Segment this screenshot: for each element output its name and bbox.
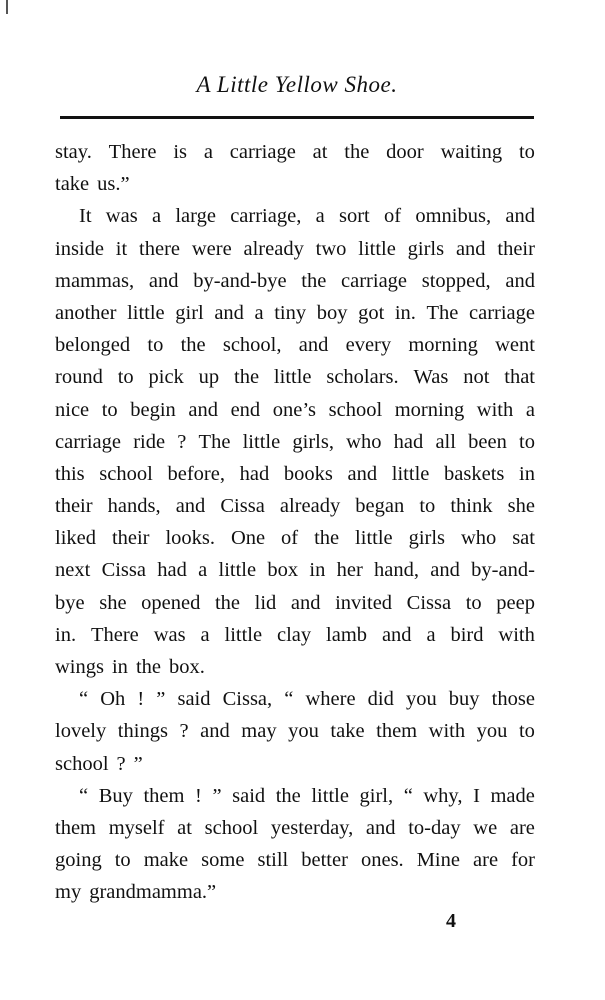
- text-line: lovely things ? and may you take them with you to: [55, 720, 535, 743]
- text-line: bye she opened the lid and invited Cissa to peep: [55, 591, 535, 614]
- text-line: stay. There is a carriage at the door waiting to: [55, 141, 535, 163]
- text-line: “ Oh ! ” said Cissa, “ where did you buy those: [79, 688, 535, 711]
- text-line: “ Buy them ! ” said the little girl, “ why, I made: [79, 784, 535, 807]
- text-line: going to make some still better ones. Mine are for: [55, 849, 535, 872]
- text-line: round to pick up the little scholars. Was not that: [55, 366, 535, 389]
- scan-edge-mark: [6, 0, 8, 14]
- body-text: [55, 136, 535, 909]
- text-line: in. There was a little clay lamb and a bird with: [55, 623, 535, 646]
- text-line: this school before, had books and little baskets in: [55, 462, 535, 485]
- header-rule: [60, 116, 534, 119]
- text-line: another little girl and a tiny boy got in. The carriage: [55, 301, 535, 324]
- text-line: them myself at school yesterday, and to-day we are: [55, 816, 535, 839]
- text-line: wings in the box.: [55, 656, 205, 678]
- text-line: carriage ride ? The little girls, who had all been to: [55, 430, 535, 453]
- text-line: their hands, and Cissa already began to think she: [55, 495, 535, 518]
- text-line: belonged to the school, and every morning went: [55, 334, 535, 357]
- text-line: school ? ”: [55, 752, 143, 775]
- text-line: take us.”: [55, 173, 130, 196]
- text-line: liked their looks. One of the little girls who sat: [55, 527, 535, 550]
- text-line: inside it there were already two little girls and their: [55, 237, 535, 260]
- text-line: nice to begin and end one’s school morning with a: [55, 398, 535, 421]
- running-head: A Little Yellow Shoe.: [196, 72, 398, 97]
- text-line: It was a large carriage, a sort of omnibus, and: [79, 205, 535, 228]
- text-line: mammas, and by-and-bye the carriage stopped, and: [55, 269, 535, 292]
- text-line: my grandmamma.”: [55, 881, 217, 904]
- page-number: 4: [446, 910, 456, 932]
- text-line: next Cissa had a little box in her hand, and by-and-: [55, 559, 535, 582]
